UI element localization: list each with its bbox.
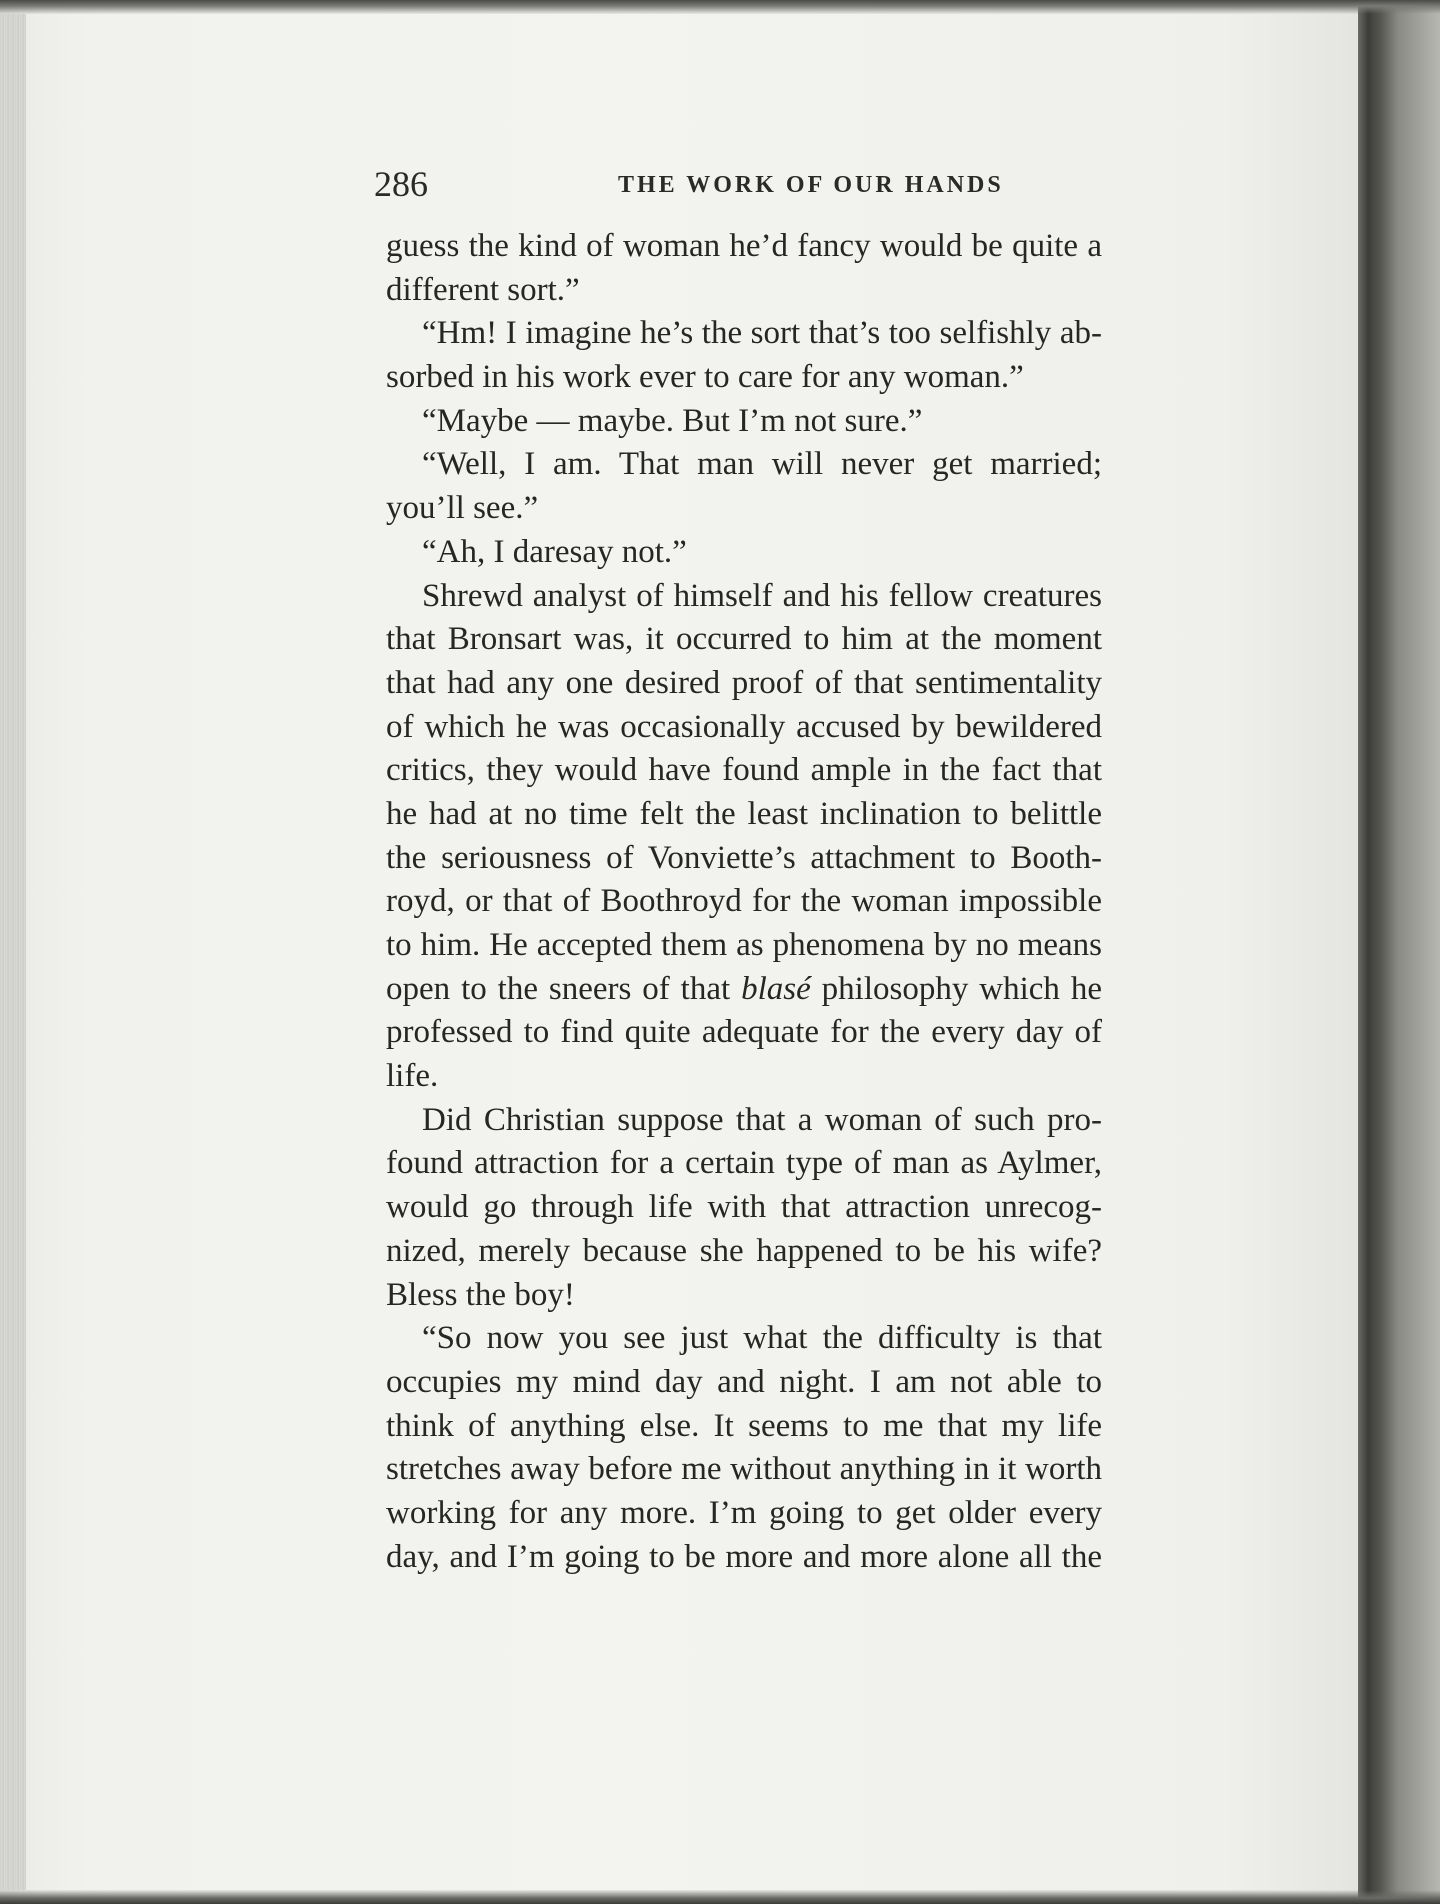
book-spine-edge — [1358, 0, 1440, 1904]
text-line: occupies my mind day and night. I am not able to — [386, 1363, 1102, 1400]
text-line: day, and I’m going to be more and more alone all the — [386, 1538, 1102, 1575]
text-line: you’ll see.” — [386, 490, 539, 527]
text-line: “Maybe — maybe. But I’m not sure.” — [422, 402, 923, 439]
text-line: of which he was occasionally accused by bewildered — [386, 708, 1102, 745]
text-line: nized, merely because she happened to be his wife? — [386, 1232, 1102, 1269]
bottom-scan-shadow — [0, 1890, 1440, 1904]
text-line: that had any one desired proof of that sentimentality — [386, 664, 1102, 701]
text-line: Shrewd analyst of himself and his fellow creatures — [422, 577, 1102, 614]
text-line: critics, they would have found ample in the fact that — [386, 752, 1102, 789]
page-stack-edge — [0, 14, 26, 1890]
running-head-title: THE WORK OF OUR HANDS — [618, 172, 1004, 198]
text-line: he had at no time felt the least inclination to belittle — [386, 795, 1102, 832]
text-line: professed to find quite adequate for the every day of — [386, 1014, 1102, 1051]
top-scan-shadow — [0, 0, 1440, 14]
text-line: Bless the boy! — [386, 1276, 575, 1313]
text-line: Did Christian suppose that a woman of such pro- — [422, 1101, 1102, 1138]
text-line: different sort.” — [386, 271, 580, 308]
text-line: would go through life with that attraction unrecog- — [386, 1189, 1102, 1226]
text-line: to him. He accepted them as phenomena by no means — [386, 927, 1102, 963]
text-line: life. — [386, 1058, 439, 1095]
italic-word: blasé — [741, 970, 811, 1007]
running-head — [374, 164, 1114, 204]
body-text — [386, 225, 1102, 1579]
text-line: that Bronsart was, it occurred to him at the moment — [386, 621, 1102, 658]
text-line: found attraction for a certain type of man as Aylmer, — [386, 1145, 1102, 1182]
text-line-with-italic — [386, 968, 1102, 1012]
text-segment: open to the sneers of that — [386, 970, 742, 1007]
text-line: “Ah, I daresay not.” — [422, 533, 687, 570]
text-line: “Hm! I imagine he’s the sort that’s too selfishly ab- — [422, 315, 1102, 352]
text-line: think of anything else. It seems to me that my life — [386, 1407, 1102, 1444]
text-line: the seriousness of Vonviette’s attachment to Booth- — [386, 839, 1102, 876]
text-line: guess the kind of woman he’d fancy would be quite a — [386, 228, 1102, 264]
text-line: royd, or that of Boothroyd for the woman impossible — [386, 883, 1102, 920]
page-number: 286 — [374, 164, 428, 204]
text-line: sorbed in his work ever to care for any woman.” — [386, 359, 1024, 396]
text-line: working for any more. I’m going to get older every — [386, 1494, 1102, 1531]
book-page — [26, 14, 1358, 1890]
text-line: stretches away before me without anything in it worth — [386, 1451, 1102, 1488]
text-line: “Well, I am. That man will never get married; — [422, 446, 1102, 483]
text-segment: philosophy which he — [810, 970, 1102, 1007]
text-line: “So now you see just what the difficulty is that — [422, 1320, 1102, 1357]
